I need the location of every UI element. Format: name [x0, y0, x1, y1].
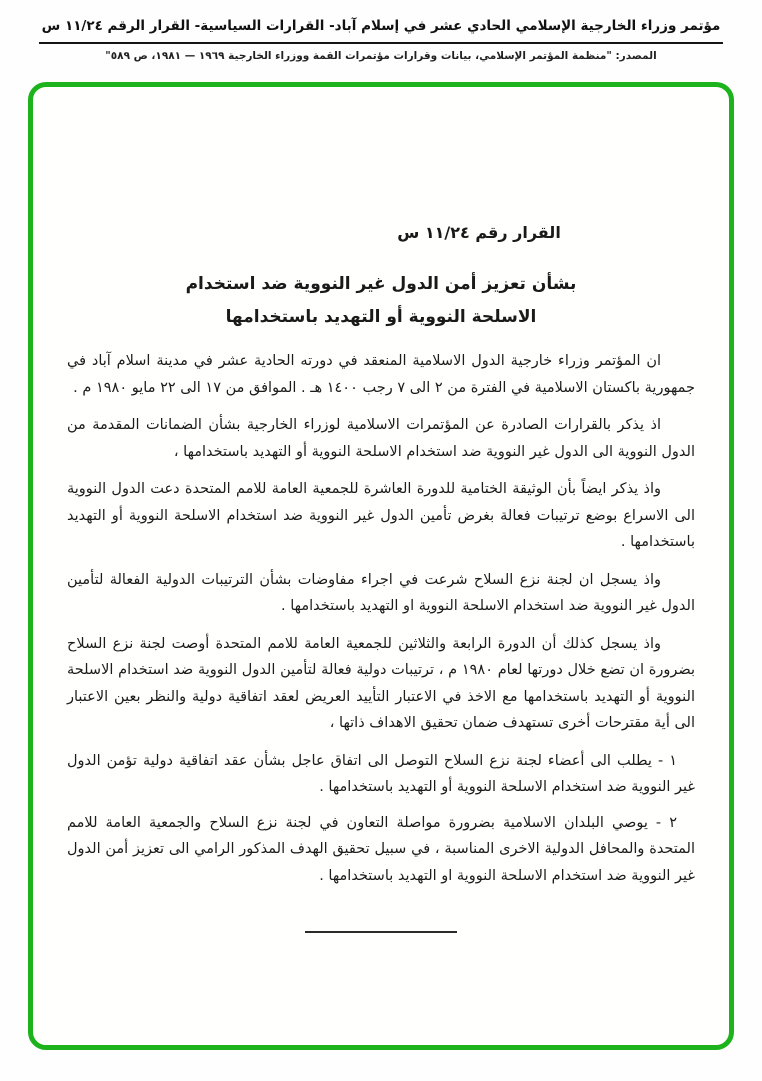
paragraph-recalling-also: واذ يذكر ايضاً بأن الوثيقة الختامية للدورة العاشرة للجمعية العامة للامم المتحدة دعت الدول النووية الى الاسراع بوضع ترتيبات فعالة بغرض تأمين الدول غير النووية ضد استخدام الاسلحة النووية أو التهديد باستخدامها . [67, 481, 695, 550]
subject-heading-line2: الاسلحة النووية أو التهديد باستخدامها [225, 307, 537, 327]
paragraph-noting-also: واذ يسجل كذلك أن الدورة الرابعة والثلاثين للجمعية العامة للامم المتحدة أوصت لجنة نزع السلاح بضرورة ان تضع خلال دورتها لعام ١٩٨٠ م ، ترتيبات دولية فعالة لتأمين الدول النووية ضد استخدام الاسلحة النووية أو التهديد باستخدامها مع الاخذ في الاعتبار التأييد العريض لعقد اتفاقية دولية والنظر بعين الاعتبار الى أية مقترحات أخرى تستهدف ضمان تحقيق الاهداف ذاتها ، [67, 635, 695, 731]
operative-item-2: ٢ - يوصي البلدان الاسلامية بضرورة مواصلة التعاون في لجنة نزع السلاح والجمعية العامة للامم المتحدة والمحافل الدولية الاخرى المناسبة ، في سبيل تحقيق الهدف المذكور الرامي الى تعزيز أمن الدول غير النووية ضد استخدام الاسلحة النووية او التهديد باستخدامها . [67, 814, 695, 884]
resolution-number: القرار رقم ١١/٢٤ س [397, 223, 561, 242]
subject-heading-line1: بشأن تعزيز أمن الدول غير النووية ضد استخدام [185, 274, 577, 294]
paragraph-recalling: اذ يذكر بالقرارات الصادرة عن المؤتمرات الاسلامية لوزراء الخارجية بشأن الضمانات المقدمة من الدول النووية الى الدول غير النووية ضد استخدام الاسلحة النووية أو التهديد باستخدامها ، [67, 417, 695, 460]
header-divider [39, 42, 723, 44]
subject-heading [67, 268, 695, 334]
document-content [33, 87, 729, 933]
page-header [0, 0, 762, 64]
document-green-border [28, 82, 734, 1050]
closing-rule [305, 931, 457, 933]
operative-item-1: ١ - يطلب الى أعضاء لجنة نزع السلاح التوصل الى اتفاق عاجل بشأن عقد اتفاقية دولية تؤمن الدول غير النووية ضد استخدام الاسلحة النووية أو التهديد باستخدامها . [67, 752, 695, 795]
paragraph-preamble: ان المؤتمر وزراء خارجية الدول الاسلامية المنعقد في دورته الحادية عشر في مدينة اسلام آباد في جمهورية باكستان الاسلامية في الفترة من ٢ الى ٧ رجب ١٤٠٠ هـ . الموافق من ١٧ الى ٢٢ مايو ١٩٨٠ م . [67, 353, 695, 396]
header-source: المصدر: "منظمة المؤتمر الإسلامي، بيانات وقرارات مؤتمرات القمة ووزراء الخارجية ١٩٦٩ — ١٩٨١، ص ٥٨٩" [105, 50, 657, 62]
header-citation: مؤتمر وزراء الخارجية الإسلامي الحادي عشر في إسلام آباد- القرارات السياسية- القرار الرقم ١١/٢٤ س [41, 18, 721, 34]
paragraph-noting: واذ يسجل ان لجنة نزع السلاح شرعت في اجراء مفاوضات بشأن الترتيبات الدولية الفعالة لتأمين الدول غير النووية ضد استخدام الاسلحة النووية او التهديد باستخدامها . [67, 571, 695, 614]
